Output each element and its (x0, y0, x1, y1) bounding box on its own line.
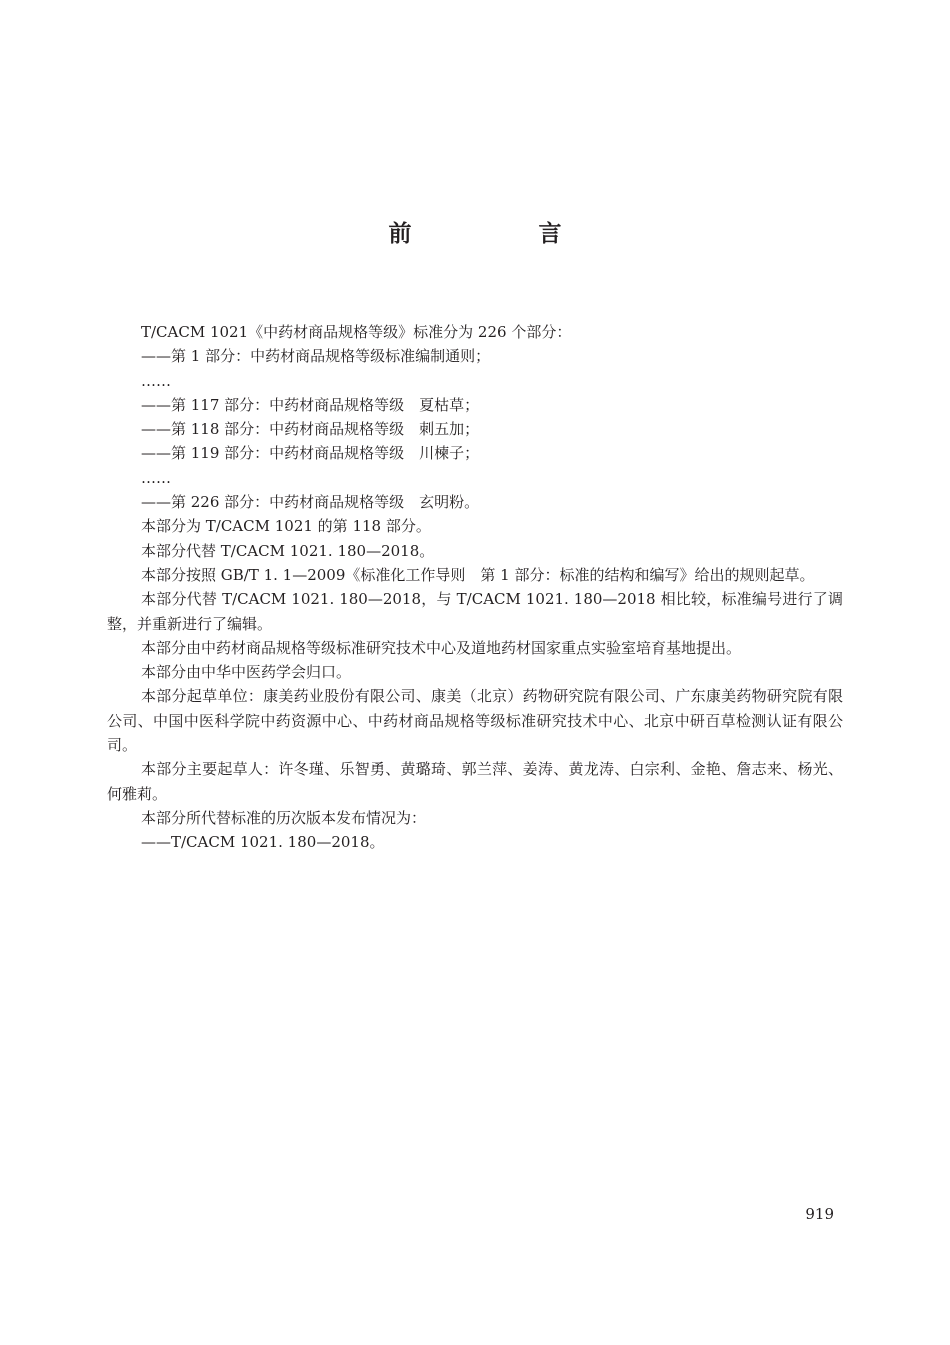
replacement-statement-line: 本部分代替 T/CACM 1021. 180—2018。 (141, 541, 435, 560)
part-list-item: ——第 118 部分：中药材商品规格等级 刺五加； (141, 420, 480, 439)
drafting-units-paragraph: 本部分起草单位：康美药业股份有限公司、康美（北京）药物研究院有限公司、广东康美药物研究院有限公司、中国中医科学院中药资源中心、中药材商品规格等级标准研究技术中心、北京中研百草检测认证有限公司。 (107, 687, 843, 755)
changes-paragraph: 本部分代替 T/CACM 1021. 180—2018，与 T/CACM 1021. 180—2018 相比较，标准编号进行了调整，并重新进行了编辑。 (107, 590, 843, 633)
foreword-body (107, 320, 843, 855)
administrator-paragraph: 本部分由中华中医药学会归口。 (141, 663, 352, 682)
part-list-item: ——第 117 部分：中药材商品规格等级 夏枯草； (141, 395, 480, 414)
ellipsis-line: …… (141, 468, 171, 487)
part-list-item: ——第 1 部分：中药材商品规格等级标准编制通则； (141, 347, 491, 366)
page-title: 前 言 (388, 221, 614, 247)
part-list-item: ——第 119 部分：中药材商品规格等级 川楝子； (141, 444, 480, 463)
series-intro-line: T/CACM 1021《中药材商品规格等级》标准分为 226 个部分： (141, 323, 572, 341)
drafting-rules-paragraph: 本部分按照 GB/T 1. 1—2009《标准化工作导则 第 1 部分：标准的结构和编写》给出的规则起草。 (141, 565, 815, 584)
proposer-paragraph: 本部分由中药材商品规格等级标准研究技术中心及道地药材国家重点实验室培育基地提出。 (141, 638, 742, 657)
part-statement-line: 本部分为 T/CACM 1021 的第 118 部分。 (141, 517, 431, 536)
drafters-paragraph: 本部分主要起草人：许冬瑾、乐智勇、黄璐琦、郭兰萍、姜涛、黄龙涛、白宗利、金艳、詹志来、杨光、何雅莉。 (107, 760, 843, 803)
history-item: ——T/CACM 1021. 180—2018。 (141, 833, 385, 852)
ellipsis-line: …… (141, 371, 171, 390)
page-number: 919 (805, 1205, 834, 1223)
history-intro-paragraph: 本部分所代替标准的历次版本发布情况为： (141, 808, 427, 827)
part-list-item: ——第 226 部分：中药材商品规格等级 玄明粉。 (141, 493, 480, 512)
